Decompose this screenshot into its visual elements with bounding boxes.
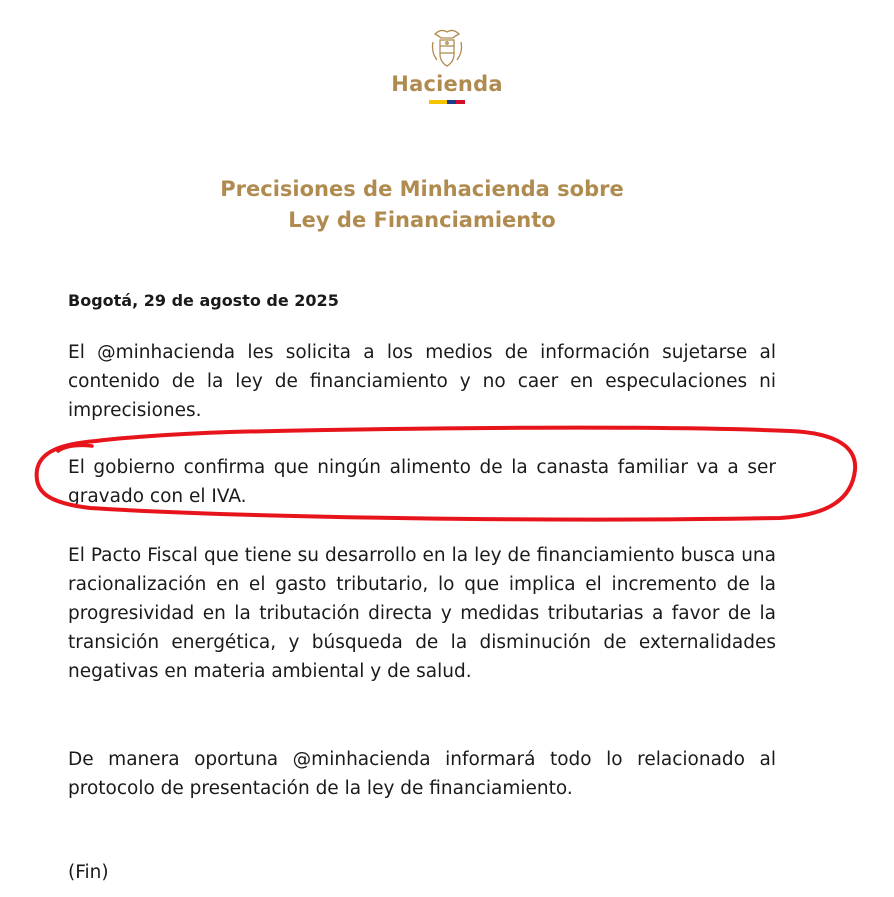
paragraph-4: De manera oportuna @minhacienda informará todo lo relacionado al protocolo de presentación de la ley de financiamiento. bbox=[68, 749, 776, 799]
title-line-1: Precisiones de Minhacienda sobre bbox=[220, 177, 624, 201]
brand-name: Hacienda bbox=[391, 72, 503, 96]
title-line-2: Ley de Financiamiento bbox=[288, 208, 556, 232]
dateline: Bogotá, 29 de agosto de 2025 bbox=[68, 291, 339, 310]
paragraph-3: El Pacto Fiscal que tiene su desarrollo en la ley de financiamiento busca una racionalización en el gasto tributario, lo que implica el incremento de la progresividad en la tributación directa y medidas tributarias a favor de la transición energética, y búsqueda de la disminución de externalidades negativas en materia ambiental y de salud. bbox=[68, 545, 776, 682]
paragraph-1: El @minhacienda les solicita a los medios de información sujetarse al contenido de la ley de financiamiento y no caer en especulaciones ni imprecisiones. bbox=[68, 342, 776, 421]
closing-fin: (Fin) bbox=[68, 862, 109, 883]
colombia-flag-stripe bbox=[429, 100, 465, 104]
coat-of-arms-icon bbox=[427, 26, 467, 70]
header bbox=[0, 26, 894, 104]
date-block bbox=[68, 288, 776, 314]
document-title bbox=[0, 174, 844, 236]
paragraph-2-highlighted: El gobierno confirma que ningún alimento de la canasta familiar va a ser gravado con el IVA. bbox=[68, 457, 776, 507]
